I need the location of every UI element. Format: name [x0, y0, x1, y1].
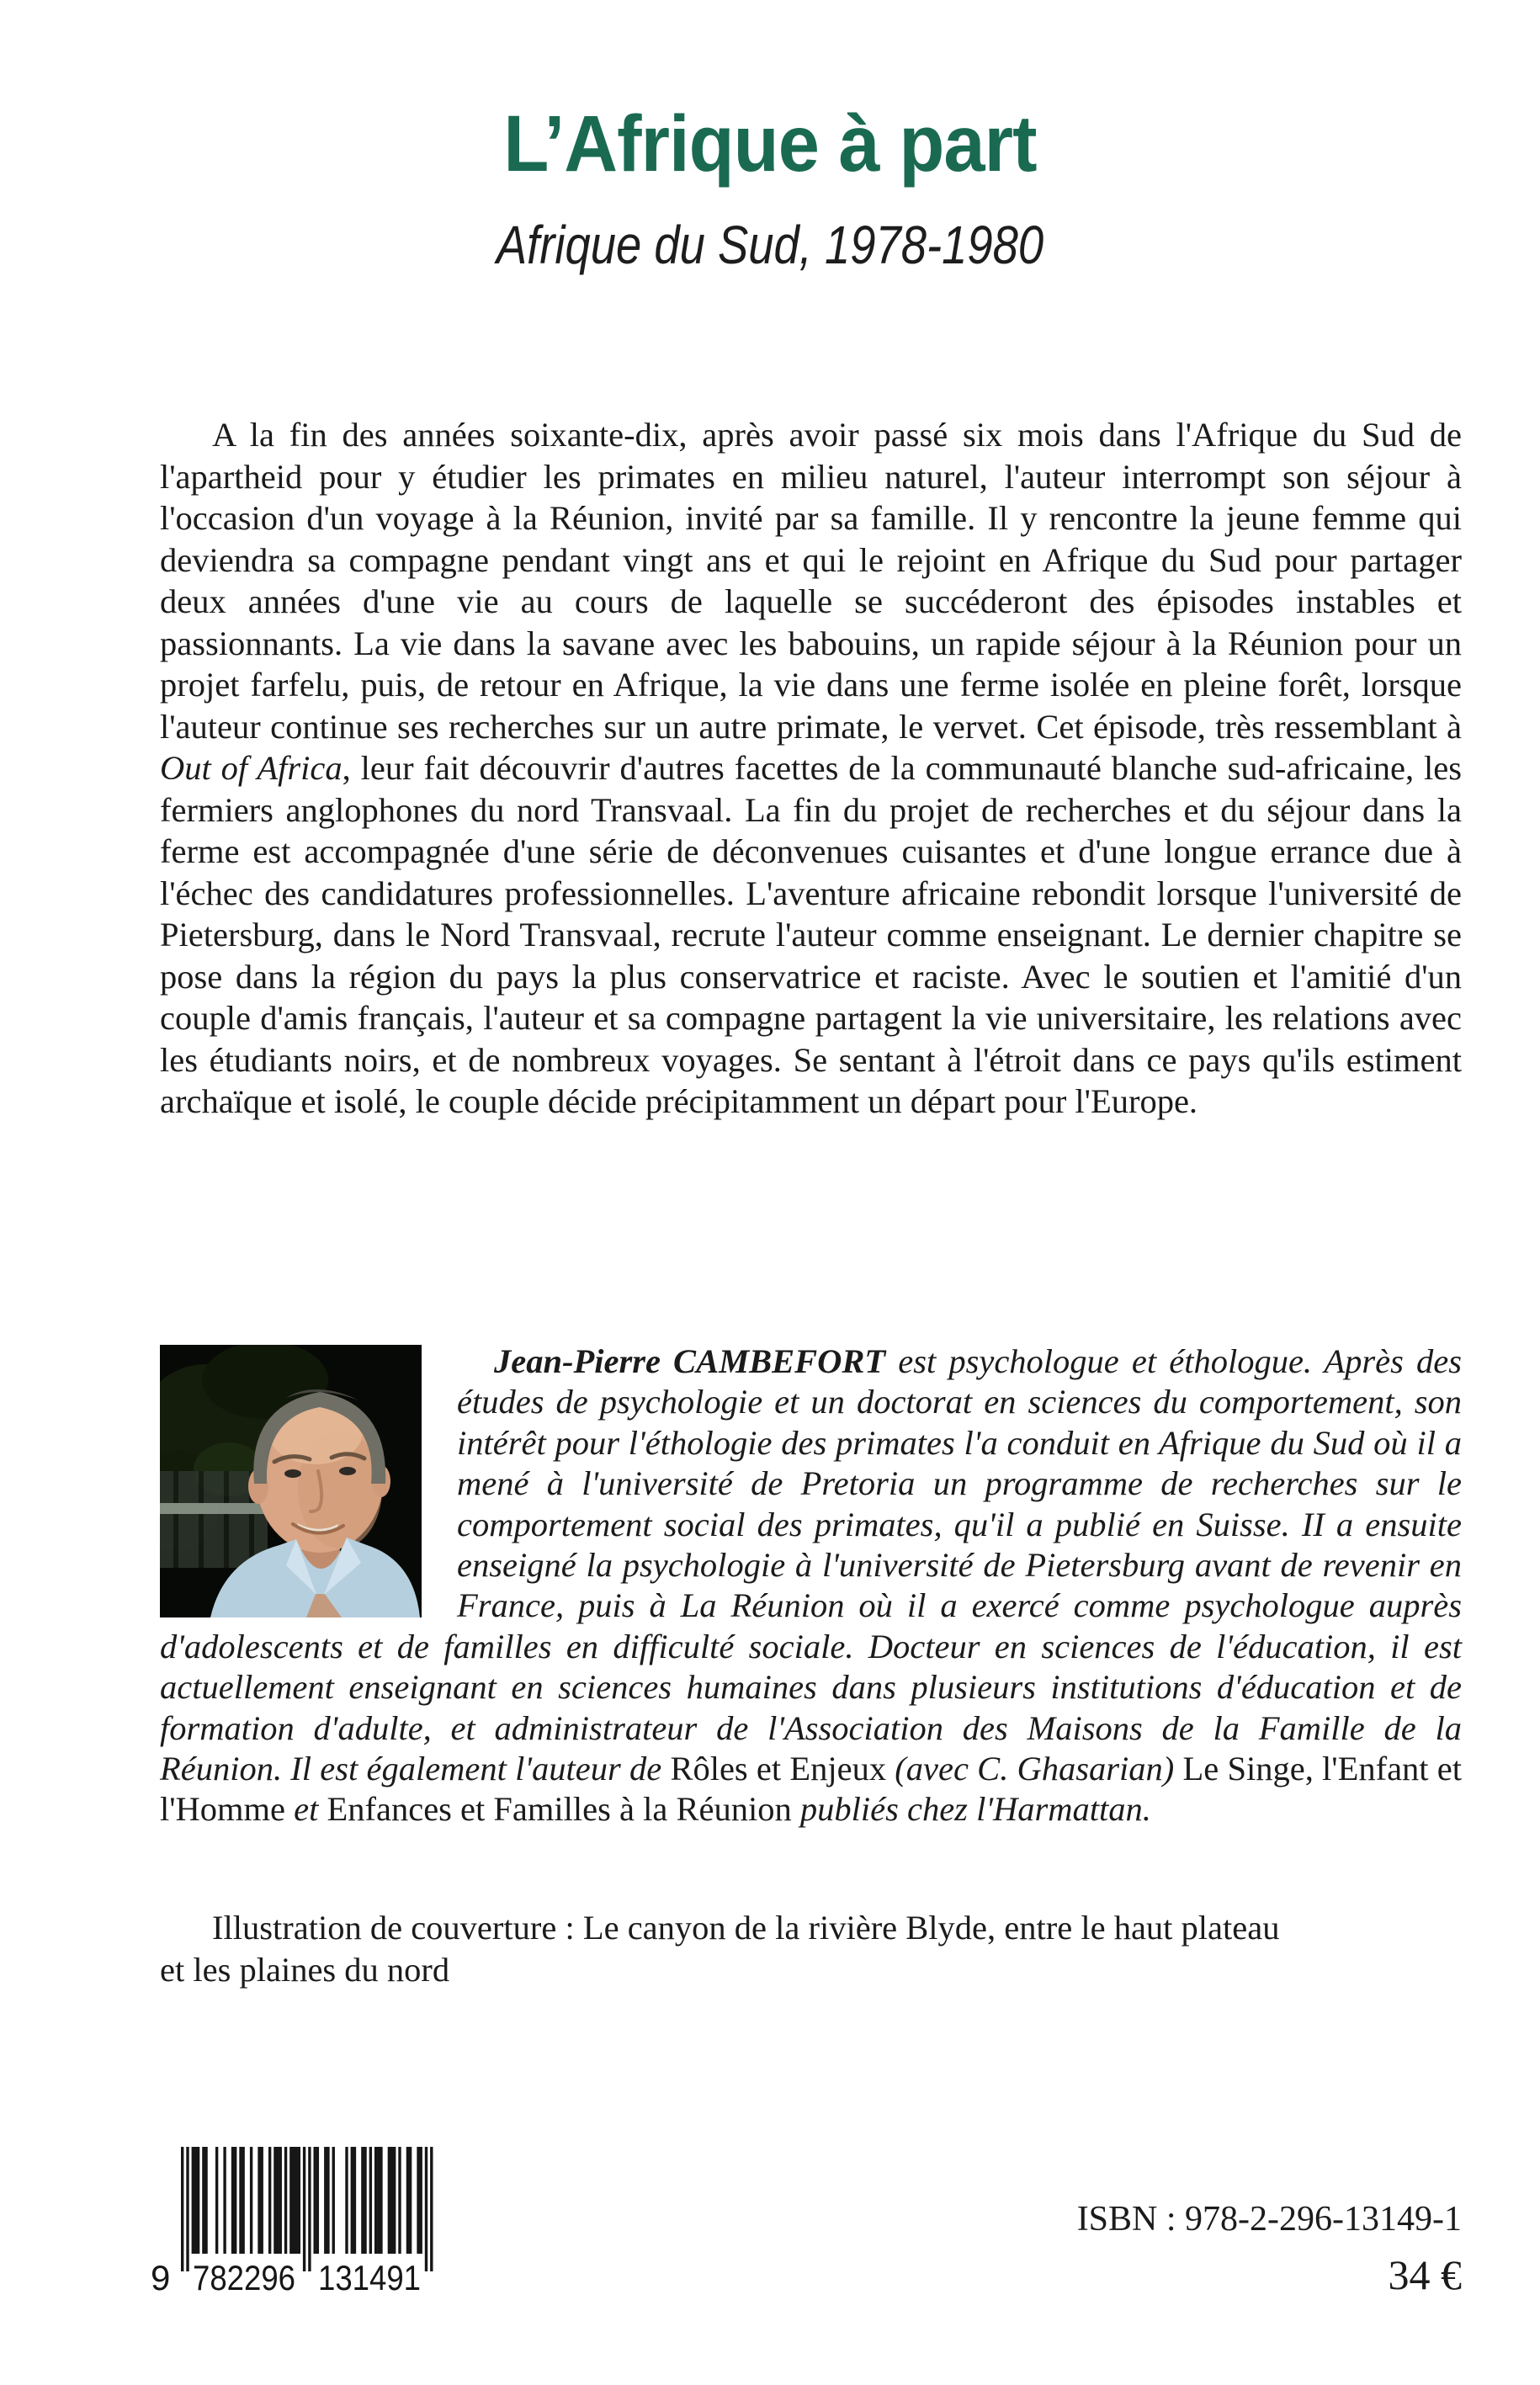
svg-text:782296: 782296 — [193, 2258, 295, 2294]
book-subtitle: Afrique du Sud, 1978-1980 — [496, 215, 1044, 275]
text-segment: (avec C. Ghasarian) — [886, 1750, 1183, 1788]
ean13-barcode — [147, 2147, 442, 2294]
cover-illustration-credit — [160, 1907, 1462, 1990]
author-portrait-illustration — [160, 1345, 422, 1617]
credit-line: et les plaines du nord — [160, 1950, 450, 1989]
text-segment: Le Singe, l'Enfant et l'Homme — [160, 1750, 1462, 1829]
author-photo — [160, 1345, 422, 1617]
text-segment: est psychologue et éthologue. Après des études de psychologie et un doctorat en sciences du comportement, son intérêt pour l'éthologie des primates l'a conduit en Afrique du Sud où il a mené à l'université de Pretoria un programme de recherches sur le comportement social des primates, qu'il a publié en Suisse. II a ensuite enseigné la psychologie à l'université de Pietersburg avant de revenir en France, puis à La Réunion où il a exercé comme psychologue auprès d'adolescents et de familles en difficulté sociale. Docteur en sciences de l'éducation, il est actuellement enseignant en sciences humaines dans plusieurs institutions d'éducation et de formation d'adulte, et administrateur de l'Association des Maisons de la Famille de la Réunion. Il est également l'auteur de — [160, 1342, 1463, 1788]
text-segment: Out of Africa — [160, 749, 343, 787]
author-bio-section — [160, 1341, 1462, 1830]
svg-text:9: 9 — [151, 2258, 171, 2294]
text-segment: publiés chez l'Harmattan. — [791, 1790, 1151, 1829]
credit-line: Illustration de couverture : Le canyon de la rivière Blyde, entre le haut plateau — [212, 1909, 1280, 1947]
ean13-barcode-svg — [147, 2147, 442, 2294]
book-title: L’Afrique à part — [503, 99, 1037, 189]
text-segment: Rôles et Enjeux — [670, 1750, 887, 1788]
text-segment: A la fin des années soixante-dix, après avoir passé six mois dans l'Afrique du Sud de l'apartheid pour y étudier les primates en milieu naturel, l'auteur interrompt son séjour à l'occasion d'un voyage à la Réunion, invité par sa famille. Il y rencontre la jeune femme qui deviendra sa compagne pendant vingt ans et qui le rejoint en Afrique du Sud pour partager deux années d'une vie au cours de laquelle se succéderont des épisodes instables et passionnants. La vie dans la savane avec les babouins, un rapide séjour à la Réunion pour un projet farfelu, puis, de retour en Afrique, la vie dans une ferme isolée en pleine forêt, lorsque l'auteur continue ses recherches sur un autre primate, le vervet. Cet épisode, très ressemblant à — [160, 416, 1462, 746]
text-segment: Enfances et Familles à la Réunion — [327, 1790, 792, 1829]
isbn: ISBN : 978-2-296-13149-1 — [1076, 2200, 1462, 2239]
text-segment: et — [285, 1790, 327, 1829]
isbn-price-block — [1077, 2200, 1462, 2298]
text-segment: Jean-Pierre CAMBEFORT — [494, 1342, 886, 1380]
synopsis-paragraph — [160, 414, 1462, 1123]
text-segment: , leur fait découvrir d'autres facettes de la communauté blanche sud-africaine, les fermiers anglophones du nord Transvaal. La fin du projet de recherches et du séjour dans la ferme est accompagnée d'une série de déconvenues cuisantes et d'une longue errance due à l'échec des candidatures professionnelles. L'aventure africaine rebondit lorsque l'université de Pietersburg, dans le Nord Transvaal, recrute l'auteur comme enseignant. Le dernier chapitre se pose dans la région du pays la plus conservatrice et raciste. Avec le soutien et l'amitié d'un couple d'amis français, l'auteur et sa compagne partagent la vie universitaire, les relations avec les étudiants noirs, et de nombreux voyages. Se sentant à l'étroit dans ce pays qu'ils estiment archaïque et isolé, le couple décide précipitamment un départ pour l'Europe. — [160, 749, 1462, 1120]
price: 34 € — [1388, 2251, 1462, 2299]
svg-text:131491: 131491 — [318, 2258, 421, 2294]
